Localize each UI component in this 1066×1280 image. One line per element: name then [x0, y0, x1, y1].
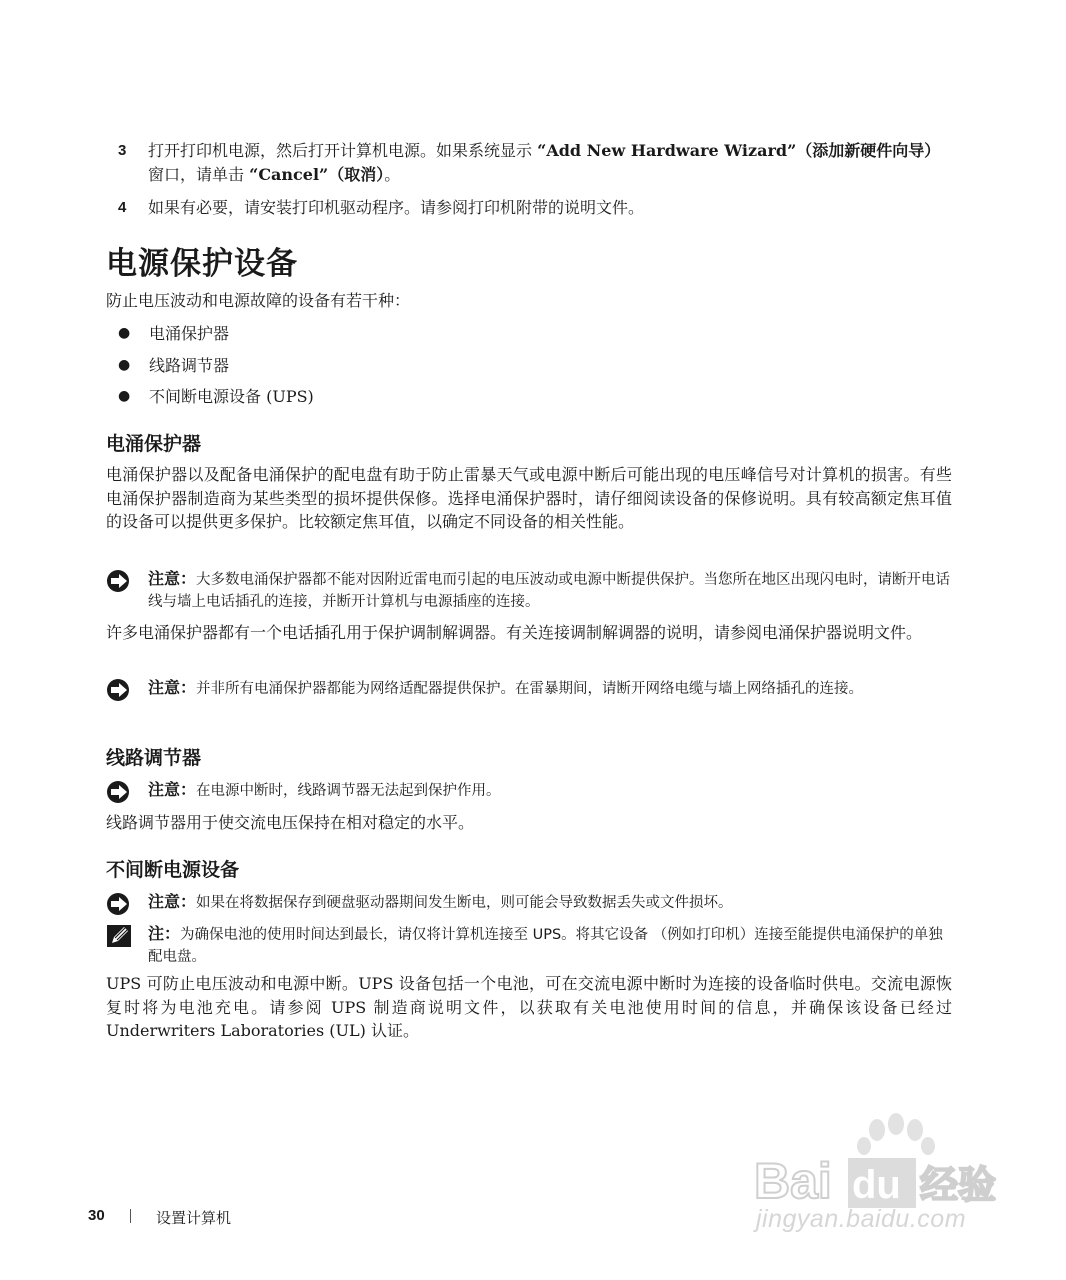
surge-paragraph: 电涌保护器以及配备电涌保护的配电盘有助于防止雷暴天气或电源中断后可能出现的电压峰信号对计算机的损害。有些电涌保护器制造商为某些类型的损坏提供保修。选择电涌保护器时，请仔细阅读设备的保修说明。具有较高额定焦耳值的设备可以提供更多保护。比较额定焦耳值，以确定不同设备的相关性能。 — [106, 465, 952, 531]
bullet-icon: ● — [118, 388, 131, 404]
notice-label: 注意： — [148, 678, 197, 697]
note-label: 注： — [148, 924, 181, 943]
note-pencil-icon — [106, 924, 138, 948]
notice-icon — [106, 892, 138, 916]
list-item — [106, 381, 706, 413]
line-conditioner-heading: 线路调节器 — [106, 747, 202, 769]
surge-heading: 电涌保护器 — [106, 433, 202, 455]
notice-label: 注意： — [148, 569, 197, 588]
list-item — [106, 318, 706, 350]
line-conditioner-paragraph: 线路调节器用于使交流电压保持在相对稳定的水平。 — [106, 813, 475, 832]
note-text — [148, 923, 956, 968]
list-item-text: 不间断电源设备 (UPS) — [149, 387, 314, 406]
cancel-label: “Cancel”（取消） — [249, 165, 385, 184]
note-body: 为确保电池的使用时间达到最长，请仅将计算机连接至 UPS。将其它设备 （例如打印机）连接至能提供电涌保护的单独配电盘。 — [148, 927, 943, 965]
device-list — [106, 318, 706, 413]
notice-body: 如果在将数据保存到硬盘驱动器期间发生断电，则可能会导致数据丢失或文件损坏。 — [196, 895, 733, 911]
step-text — [148, 139, 954, 187]
notice-icon — [106, 569, 138, 593]
notice-label: 注意： — [148, 892, 197, 911]
notice-body: 大多数电涌保护器都不能对因附近雷电而引起的电压波动或电源中断提供保护。当您所在地区出现闪电时，请断开电话线与墙上电话插孔的连接，并断开计算机与电源插座的连接。 — [148, 572, 951, 610]
notice-icon — [106, 780, 138, 804]
notice-text — [148, 779, 956, 802]
svg-text:经验: 经验 — [920, 1163, 997, 1207]
step-text: 如果有必要，请安装打印机驱动程序。请参阅打印机附带的说明文件。 — [148, 198, 645, 217]
step-number: 4 — [118, 199, 127, 216]
step-text-part: 打开打印机电源，然后打开计算机电源。如果系统显示 — [148, 141, 533, 160]
notice-body: 在电源中断时，线路调节器无法起到保护作用。 — [196, 783, 501, 799]
chapter-title: 设置计算机 — [156, 1209, 232, 1227]
add-new-hardware-wizard-label: “Add New Hardware Wizard”（添加新硬件向导） — [537, 141, 941, 160]
notice-text — [148, 891, 956, 914]
ups-heading: 不间断电源设备 — [106, 859, 240, 881]
svg-text:du: du — [852, 1163, 901, 1207]
page-number: 30 — [88, 1207, 105, 1224]
watermark-url: jingyan.baidu.com — [756, 1205, 967, 1233]
step-text-part: 。 — [384, 165, 401, 184]
surge-phone-paragraph: 许多电涌保护器都有一个电话插孔用于保护调制解调器。有关连接调制解调器的说明，请参阅电涌保护器说明文件。 — [106, 623, 923, 642]
svg-text:Bai: Bai — [754, 1153, 832, 1209]
notice-text — [148, 568, 956, 613]
notice-icon — [106, 678, 138, 702]
list-item — [106, 350, 706, 382]
notice-text — [148, 677, 956, 700]
bullet-icon: ● — [118, 356, 131, 373]
bullet-icon: ● — [118, 325, 131, 341]
list-item-text: 电涌保护器 — [149, 324, 230, 343]
step-number: 3 — [118, 142, 127, 159]
section-intro: 防止电压波动和电源故障的设备有若干种： — [106, 291, 411, 310]
section-title: 电源保护设备 — [106, 246, 298, 282]
list-item-text: 线路调节器 — [149, 355, 230, 375]
step-text-part: 窗口，请单击 — [148, 165, 245, 184]
footer-divider — [130, 1209, 131, 1223]
notice-body: 并非所有电涌保护器都能为网络适配器提供保护。在雷暴期间，请断开网络电缆与墙上网络插孔的连接。 — [196, 681, 864, 697]
ups-paragraph: UPS 可防止电压波动和电源中断。UPS 设备包括一个电池，可在交流电源中断时为连接的设备临时供电。交流电源恢复时将为电池充电。请参阅 UPS 制造商说明文件，以获取有关电池使用时间的信息，并确保该设备已经过 Underwriters Laboratories (UL) 认证。 — [106, 974, 952, 1040]
notice-label: 注意： — [148, 780, 197, 799]
